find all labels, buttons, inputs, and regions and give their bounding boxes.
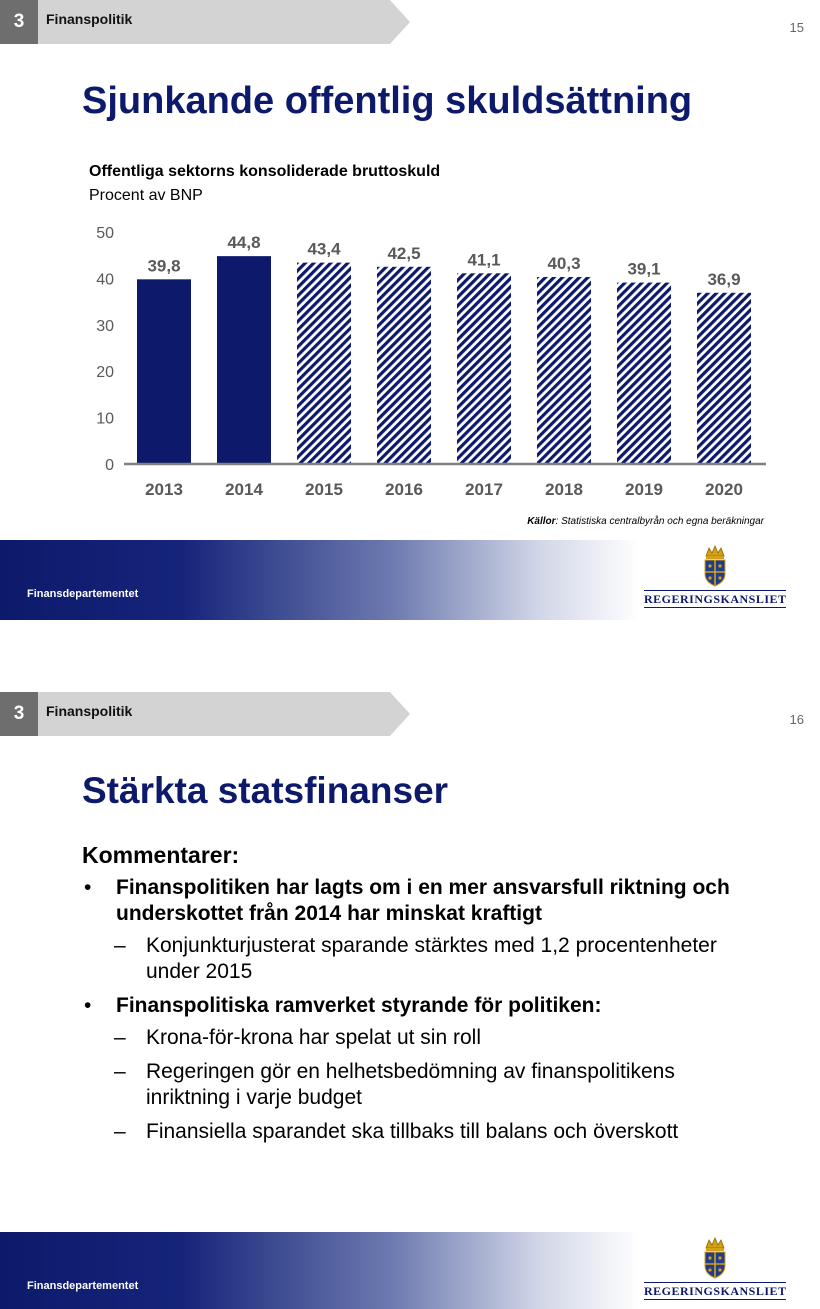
x-tick-label: 2017	[465, 480, 503, 499]
bar-2016	[377, 267, 431, 464]
logo-wordmark: REGERINGSKANSLIET	[644, 1284, 787, 1298]
x-tick-label: 2014	[225, 480, 263, 499]
data-label-2017: 41,1	[467, 250, 501, 270]
footer-label: Finansdepartementet	[27, 588, 139, 600]
page-number: 15	[789, 20, 804, 35]
bar-2014	[217, 256, 271, 464]
x-tick-label: 2020	[705, 480, 743, 499]
data-label-2018: 40,3	[547, 254, 581, 274]
logo-wordmark: REGERINGSKANSLIET	[644, 592, 787, 606]
crown-crest-icon	[700, 1236, 730, 1280]
footer	[0, 1232, 820, 1309]
data-label-2016: 42,5	[387, 243, 421, 263]
x-tick-label: 2018	[545, 480, 583, 499]
footer	[0, 540, 820, 620]
y-tick-label: 0	[105, 457, 114, 474]
slide-16	[0, 692, 820, 1309]
x-tick-label: 2013	[145, 480, 183, 499]
y-tick-label: 10	[96, 410, 114, 428]
section-number: 3	[0, 692, 38, 736]
crown-crest-icon	[700, 544, 730, 588]
y-tick-label: 30	[96, 317, 114, 335]
data-label-2020: 36,9	[707, 269, 741, 289]
x-tick-label: 2019	[625, 480, 663, 499]
slide-title: Stärkta statsfinanser	[82, 770, 449, 811]
bars	[137, 233, 751, 464]
chart-subtitle: Procent av BNP	[89, 187, 203, 204]
bar-2020	[697, 293, 751, 464]
section-label: Finanspolitik	[46, 703, 133, 719]
bar-2018	[537, 277, 591, 464]
comments-block	[82, 842, 742, 1153]
bar-chart	[70, 216, 790, 511]
section-label: Finanspolitik	[46, 11, 133, 27]
bar-2015	[297, 263, 351, 464]
x-tick-label: 2015	[305, 480, 343, 499]
bar-2019	[617, 283, 671, 464]
x-tick-label: 2016	[385, 480, 423, 499]
regeringskansliet-logo	[644, 1234, 786, 1304]
page-number: 16	[789, 712, 804, 727]
y-axis-ticks	[96, 225, 114, 474]
slide-title: Sjunkande offentlig skuldsättning	[82, 80, 693, 122]
slide-15	[0, 0, 820, 620]
regeringskansliet-logo	[644, 542, 786, 612]
sub-bullet-2-1: – Krona-för-krona har spelat ut sin roll	[82, 1025, 742, 1051]
section-number: 3	[0, 0, 38, 44]
bullet-2: • Finanspolitiska ramverket styrande för politiken:	[82, 993, 742, 1019]
sub-bullet-2-2: – Regeringen gör en helhetsbedömning av finanspolitikens inriktning i varje budget	[82, 1059, 742, 1111]
bullet-1: • Finanspolitiken har lagts om i en mer ansvarsfull riktning och underskottet från 2014 har minskat kraftigt	[82, 875, 742, 927]
y-tick-label: 50	[96, 225, 114, 242]
data-label-2014: 44,8	[227, 233, 261, 253]
data-label-2019: 39,1	[627, 259, 661, 279]
chart-title: Offentliga sektorns konsoliderade bruttoskuld	[89, 163, 441, 180]
source-text: : Statistiska centralbyrån och egna beräkningar	[555, 516, 764, 527]
y-tick-label: 20	[96, 364, 114, 382]
source-prefix: Källor	[527, 516, 556, 527]
comments-heading: Kommentarer:	[82, 842, 240, 868]
bar-2013	[137, 279, 191, 464]
data-label-2013: 39,8	[147, 256, 181, 276]
x-axis-ticks	[145, 480, 743, 499]
footer-label: Finansdepartementet	[27, 1280, 139, 1292]
sub-bullet-1-1: – Konjunkturjusterat sparande stärktes med 1,2 procentenheter under 2015	[82, 933, 742, 985]
data-label-2015: 43,4	[307, 239, 341, 259]
bar-2017	[457, 273, 511, 464]
sub-bullet-2-3: – Finansiella sparandet ska tillbaks till balans och överskott	[82, 1119, 742, 1145]
y-tick-label: 40	[96, 271, 114, 289]
chart-source	[527, 516, 764, 527]
